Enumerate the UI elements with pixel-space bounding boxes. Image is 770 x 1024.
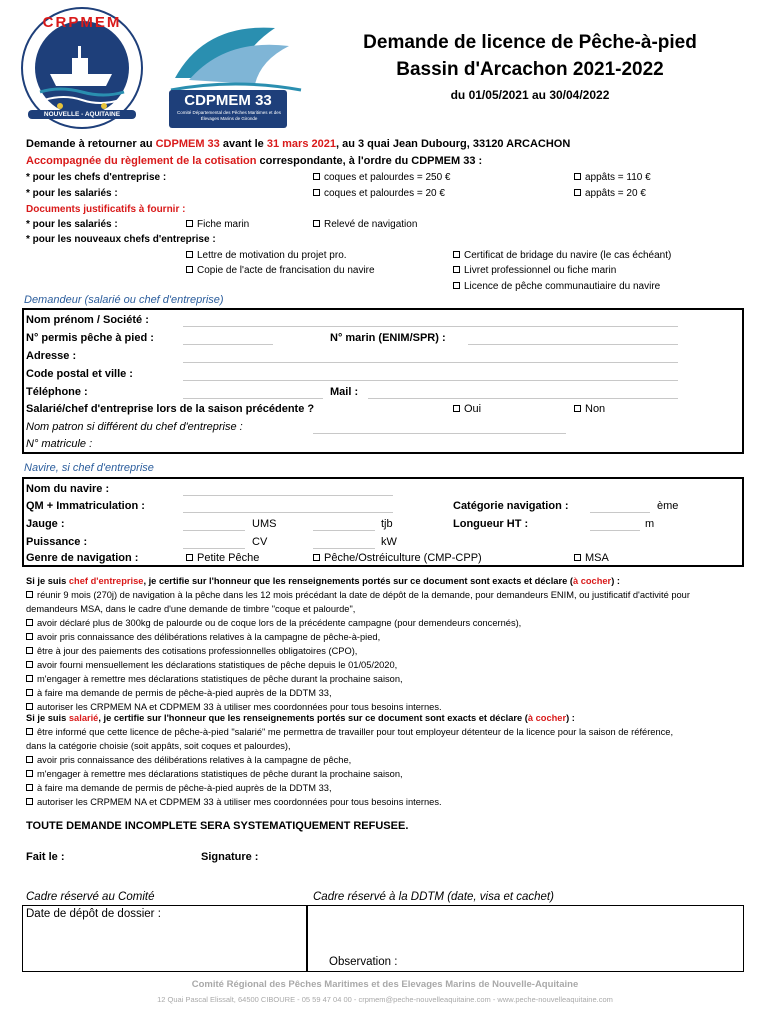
sal-cert-item[interactable] — [26, 781, 756, 795]
return-text-a: Demande à retourner au — [26, 138, 156, 150]
chef-cert-checkbox[interactable] — [26, 703, 33, 710]
depot-label: Date de dépôt de dossier : — [26, 908, 161, 920]
navire-section-title: Navire, si chef d'entreprise — [24, 462, 154, 474]
doc-certif-label: Certificat de bridage du navire (le cas échéant) — [464, 250, 672, 261]
doc-lettre-option[interactable] — [186, 250, 347, 261]
doc-livret-checkbox[interactable] — [453, 266, 460, 273]
doc-copie-option[interactable] — [186, 265, 375, 276]
chef-cert-checkbox[interactable] — [26, 619, 33, 626]
m-unit: m — [645, 518, 655, 530]
peche-ostr-option[interactable] — [313, 552, 482, 564]
doc-licence-checkbox[interactable] — [453, 282, 460, 289]
petite-checkbox[interactable] — [186, 554, 193, 561]
chef-cert-role: chef d'entreprise — [68, 576, 144, 586]
docs-salaries-label: * pour les salariés : — [26, 219, 118, 230]
chef-cert-text: avoir déclaré plus de 300kg de palourde ou de coque lors de la précédente campagne (pour demendeurs concernés), — [37, 618, 522, 628]
chef-cert-checkbox[interactable] — [26, 591, 33, 598]
doc-certif-checkbox[interactable] — [453, 251, 460, 258]
form-subtitle: Bassin d'Arcachon 2021-2022 — [396, 59, 664, 80]
chef-cert-checkbox[interactable] — [26, 661, 33, 668]
chef-cert-item[interactable] — [26, 588, 756, 602]
cdpmem-logo — [165, 18, 307, 130]
sal-cert-text: m'engager à remettre mes déclarations statistiques de pêche durant la prochaine saison, — [37, 769, 403, 779]
sal-cert-item[interactable] — [26, 795, 756, 809]
observation-label: Observation : — [329, 956, 398, 968]
footer-address: 12 Quai Pascal Elissalt, 64500 CIBOURE - 05 59 47 04 00 - crpmem@peche-nouvelleaquitaine.com - www.peche-nouvelleaquitaine.com — [157, 995, 613, 1004]
chef-cert-item-cont — [26, 602, 756, 616]
chef-cert-item[interactable] — [26, 644, 756, 658]
chefs-coques-option[interactable] — [313, 172, 450, 183]
eme-unit: ème — [657, 500, 679, 512]
chef-cert-text: avoir pris connaissance des délibérations relatives à la campagne de pêche-à-pied, — [37, 632, 381, 642]
sal-cert-heading — [26, 711, 575, 725]
chef-cert-text: demandeurs MSA, dans le cadre d'une demande de timbre "coque et palourde", — [26, 604, 356, 614]
tel-input[interactable] — [183, 398, 323, 399]
msa-option[interactable] — [574, 552, 609, 564]
chef-cert-c: ) : — [611, 576, 620, 586]
mail-input[interactable] — [368, 398, 678, 399]
tjb-unit: tjb — [381, 518, 393, 530]
msa-checkbox[interactable] — [574, 554, 581, 561]
accomp-rest: correspondante, à l'ordre du CDPMEM 33 : — [256, 155, 483, 167]
incomplete-warning: TOUTE DEMANDE INCOMPLETE SERA SYSTEMATIQUEMENT REFUSEE. — [26, 820, 409, 832]
permis-input[interactable] — [183, 344, 273, 345]
non-option[interactable] — [574, 403, 605, 415]
puissance-label: Puissance : — [26, 536, 88, 548]
oui-label: Oui — [464, 403, 482, 415]
marin-label: N° marin (ENIM/SPR) : — [330, 332, 446, 344]
tel-label: Téléphone : — [26, 386, 88, 398]
navire-nom-input[interactable] — [183, 495, 393, 496]
sal-appats-label: appâts = 20 € — [585, 188, 646, 199]
sal-appats-option[interactable] — [574, 188, 646, 199]
petite-label: Petite Pêche — [197, 552, 260, 564]
salarie-question: Salarié/chef d'entreprise lors de la saison précédente ? — [26, 403, 315, 415]
doc-certif-option[interactable] — [453, 250, 671, 261]
crpmem-logo — [20, 6, 144, 130]
chef-cert-checkbox[interactable] — [26, 633, 33, 640]
categorie-label: Catégorie navigation : — [453, 500, 569, 512]
chefs-coques-checkbox[interactable] — [313, 173, 320, 180]
nom-input[interactable] — [183, 326, 678, 327]
matricule-label: N° matricule : — [26, 438, 93, 450]
fait-le-label: Fait le : — [26, 851, 65, 863]
sal-cert-item-cont — [26, 739, 756, 753]
chef-cert-b: , je certifie sur l'honneur que les renseignements portés sur ce document sont exacts et déclare ( — [143, 576, 573, 586]
peche-ostr-checkbox[interactable] — [313, 554, 320, 561]
sal-coques-label: coques et palourdes = 20 € — [324, 188, 445, 199]
qm-label: QM + Immatriculation : — [26, 500, 145, 512]
chefs-label: * pour les chefs d'entreprise : — [26, 172, 167, 183]
signature-label: Signature : — [201, 851, 259, 863]
petite-option[interactable] — [186, 552, 259, 564]
doc-livret-option[interactable] — [453, 265, 616, 276]
non-label: Non — [585, 403, 606, 415]
chef-cert-checkbox[interactable] — [26, 675, 33, 682]
msa-label: MSA — [585, 552, 609, 564]
ums-unit: UMS — [252, 518, 277, 530]
sal-cert-cocher: à cocher — [527, 713, 567, 723]
chef-cert-text: autoriser les CRPMEM NA et CDPMEM 33 à utiliser mes coordonnées pour tous besoins internes. — [37, 702, 442, 712]
chefs-appats-option[interactable] — [574, 172, 651, 183]
chef-cert-list — [26, 588, 756, 714]
demandeur-section-title: Demandeur (salarié ou chef d'entreprise) — [24, 294, 224, 306]
return-date: 31 mars 2021 — [266, 138, 336, 150]
nom-label: Nom prénom / Société : — [26, 314, 149, 326]
sal-cert-role: salarié — [68, 713, 99, 723]
sal-cert-item[interactable] — [26, 753, 756, 767]
salaries-label: * pour les salariés : — [26, 188, 118, 199]
sal-cert-checkbox[interactable] — [26, 798, 33, 805]
return-line — [26, 138, 570, 150]
chef-cert-item[interactable] — [26, 686, 756, 700]
sal-cert-text: à faire ma demande de permis de pêche-à-pied auprès de la DDTM 33, — [37, 783, 332, 793]
puissance-cv-input[interactable] — [183, 548, 245, 549]
chef-cert-text: être à jour des paiements des cotisations professionnelles obligatoires (CPO), — [37, 646, 358, 656]
doc-livret-label: Livret professionnel ou fiche marin — [464, 265, 617, 276]
mail-label: Mail : — [330, 386, 359, 398]
form-title: Demande de licence de Pêche-à-pied — [363, 32, 697, 53]
accomp-line — [26, 155, 482, 167]
chef-cert-a: Si je suis — [26, 576, 69, 586]
doc-releve-checkbox[interactable] — [313, 220, 320, 227]
patron-label: Nom patron si différent du chef d'entreprise : — [26, 421, 243, 433]
marin-input[interactable] — [468, 344, 678, 345]
return-text-b: avant le — [219, 138, 267, 150]
sal-cert-list — [26, 725, 756, 809]
sal-cert-checkbox[interactable] — [26, 770, 33, 777]
footer-org: Comité Régional des Pêches Maritimes et des Elevages Marins de Nouvelle-Aquitaine — [191, 979, 579, 990]
chefs-appats-checkbox[interactable] — [574, 173, 581, 180]
puissance-kw-input[interactable] — [313, 548, 375, 549]
chef-cert-checkbox[interactable] — [26, 689, 33, 696]
jauge-label: Jauge : — [26, 518, 65, 530]
chef-cert-checkbox[interactable] — [26, 647, 33, 654]
cadre-ddtm-label: Cadre réservé à la DDTM (date, visa et cachet) — [313, 891, 554, 903]
doc-fiche-label: Fiche marin — [197, 219, 250, 230]
doc-releve-option[interactable] — [313, 219, 417, 230]
sal-cert-item[interactable] — [26, 767, 756, 781]
sal-cert-checkbox[interactable] — [26, 756, 33, 763]
chef-cert-heading — [26, 574, 620, 588]
jauge-ums-input[interactable] — [183, 530, 245, 531]
doc-lettre-label: Lettre de motivation du projet pro. — [197, 250, 347, 261]
doc-licence-label: Licence de pêche communautiaire du navire — [464, 281, 661, 292]
jauge-tjb-input[interactable] — [313, 530, 375, 531]
cp-label: Code postal et ville : — [26, 368, 133, 380]
cp-input[interactable] — [183, 380, 678, 381]
sal-coques-checkbox[interactable] — [313, 189, 320, 196]
docs-title: Documents justificatifs à fournir : — [26, 204, 186, 215]
chef-cert-cocher: à cocher — [572, 576, 612, 586]
chef-cert-text: m'engager à remettre mes déclarations statistiques de pêche durant la prochaine saison, — [37, 674, 403, 684]
sal-cert-c: ) : — [566, 713, 575, 723]
peche-ostr-label: Pêche/Ostréiculture (CMP-CPP) — [324, 552, 482, 564]
accomp-red: Accompagnée du règlement de la cotisation — [26, 155, 257, 167]
doc-copie-checkbox[interactable] — [186, 266, 193, 273]
oui-option[interactable] — [453, 403, 481, 415]
crpmem-logo-text: CRPMEM — [42, 14, 122, 31]
return-text-c: , au 3 quai Jean Dubourg, 33120 ARCACHON — [335, 138, 571, 150]
non-checkbox[interactable] — [574, 405, 581, 412]
genre-label: Genre de navigation : — [26, 552, 139, 564]
sal-cert-checkbox[interactable] — [26, 784, 33, 791]
patron-input[interactable] — [313, 433, 566, 434]
crpmem-logo-sub: NOUVELLE - AQUITAINE — [28, 110, 136, 119]
doc-lettre-checkbox[interactable] — [186, 251, 193, 258]
form-period: du 01/05/2021 au 30/04/2022 — [450, 88, 610, 102]
chef-cert-text: avoir fourni mensuellement les déclarations statistiques de pêche depuis le 01/05/2020, — [37, 660, 398, 670]
chef-cert-item[interactable] — [26, 616, 756, 630]
cdpmem-logo-sub: Comité Départemental des Pêches Maritimes et des Élevages Marins de Gironde — [176, 110, 282, 121]
docs-nouveaux-label: * pour les nouveaux chefs d'entreprise : — [26, 234, 216, 245]
qm-input[interactable] — [183, 512, 393, 513]
cv-unit: CV — [252, 536, 268, 548]
cadre-comite-label: Cadre réservé au Comité — [26, 891, 155, 903]
oui-checkbox[interactable] — [453, 405, 460, 412]
navire-nom-label: Nom du navire : — [26, 483, 110, 495]
sal-coques-option[interactable] — [313, 188, 445, 199]
chef-cert-item[interactable] — [26, 658, 756, 672]
kw-unit: kW — [381, 536, 397, 548]
return-org: CDPMEM 33 — [155, 138, 220, 150]
doc-fiche-option[interactable] — [186, 219, 249, 230]
chef-cert-item[interactable] — [26, 630, 756, 644]
categorie-input[interactable] — [590, 512, 650, 513]
sal-cert-a: Si je suis — [26, 713, 69, 723]
cdpmem-logo-text: CDPMEM 33 — [184, 92, 272, 109]
chef-cert-text: à faire ma demande de permis de pêche-à-pied auprès de la DDTM 33, — [37, 688, 332, 698]
adresse-label: Adresse : — [26, 350, 77, 362]
chef-cert-text: réunir 9 mois (270j) de navigation à la pêche dans les 12 mois précédant la date de dépôt de la demande, pour demandeurs ENIM, ou justificatif d'activité pour — [37, 590, 690, 600]
sal-cert-text: avoir pris connaissance des délibérations relatives à la campagne de pêche, — [37, 755, 352, 765]
doc-releve-label: Relevé de navigation — [324, 219, 418, 230]
doc-fiche-checkbox[interactable] — [186, 220, 193, 227]
sal-cert-text: autoriser les CRPMEM NA et CDPMEM 33 à utiliser mes coordonnées pour tous besoins internes. — [37, 797, 442, 807]
longueur-label: Longueur HT : — [453, 518, 529, 530]
doc-copie-label: Copie de l'acte de francisation du navire — [197, 265, 375, 276]
adresse-input[interactable] — [183, 362, 678, 363]
sal-cert-b: , je certifie sur l'honneur que les renseignements portés sur ce document sont exacts et déclare ( — [98, 713, 528, 723]
chefs-appats-label: appâts = 110 € — [585, 172, 651, 183]
chef-cert-item[interactable] — [26, 672, 756, 686]
longueur-input[interactable] — [590, 530, 640, 531]
sal-cert-checkbox[interactable] — [26, 728, 33, 735]
doc-licence-option[interactable] — [453, 281, 660, 292]
permis-label: N° permis pêche à pied : — [26, 332, 154, 344]
sal-appats-checkbox[interactable] — [574, 189, 581, 196]
sal-cert-text: dans la catégorie choisie (soit appâts, soit coques et palourdes), — [26, 741, 291, 751]
chefs-coques-label: coques et palourdes = 250 € — [324, 172, 451, 183]
sal-cert-item[interactable] — [26, 725, 756, 739]
sal-cert-text: être informé que cette licence de pêche-à-pied "salarié" me permettra de travailler pour tout employeur détenteur de la licence pour la saison de référence, — [37, 727, 674, 737]
